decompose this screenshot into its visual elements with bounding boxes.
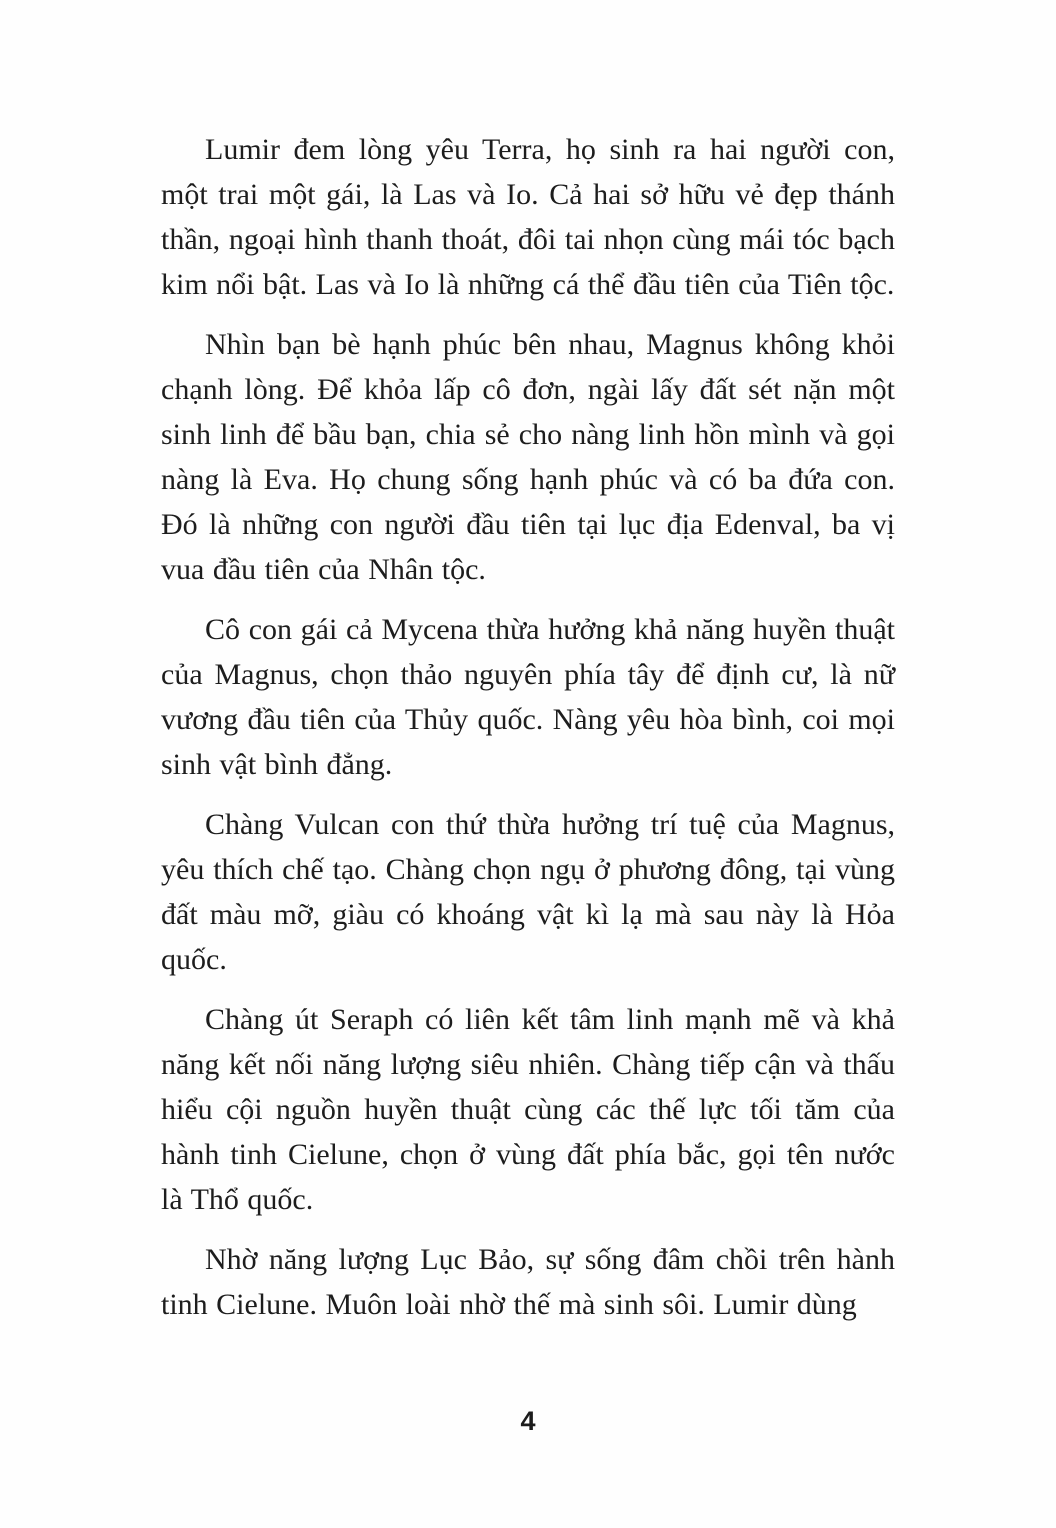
page-footer bbox=[161, 1406, 895, 1437]
paragraph: Lumir đem lòng yêu Terra, họ sinh ra hai người con, một trai một gái, là Las và Io. Cả hai sở hữu vẻ đẹp thánh thần, ngoại hình thanh thoát, đôi tai nhọn cùng mái tóc bạch kim nổi bật. Las và Io là những cá thể đầu tiên của Tiên tộc. bbox=[161, 133, 895, 301]
page-text-block bbox=[161, 127, 895, 1327]
paragraph: Cô con gái cả Mycena thừa hưởng khả năng huyền thuật của Magnus, chọn thảo nguyên phía tây để định cư, là nữ vương đầu tiên của Thủy quốc. Nàng yêu hòa bình, coi mọi sinh vật bình đẳng. bbox=[161, 613, 895, 781]
paragraph: Nhìn bạn bè hạnh phúc bên nhau, Magnus không khỏi chạnh lòng. Để khỏa lấp cô đơn, ngài lấy đất sét nặn một sinh linh để bầu bạn, chia sẻ cho nàng linh hồn mình và gọi nàng là Eva. Họ chung sống hạnh phúc và có ba đứa con. Đó là những con người đầu tiên tại lục địa Edenval, ba vị vua đầu tiên của Nhân tộc. bbox=[161, 328, 895, 586]
paragraph: Nhờ năng lượng Lục Bảo, sự sống đâm chồi trên hành tinh Cielune. Muôn loài nhờ thế mà sinh sôi. Lumir dùng bbox=[161, 1243, 895, 1321]
paragraph: Chàng Vulcan con thứ thừa hưởng trí tuệ của Magnus, yêu thích chế tạo. Chàng chọn ngụ ở phương đông, tại vùng đất màu mỡ, giàu có khoáng vật kì lạ mà sau này là Hỏa quốc. bbox=[161, 808, 895, 976]
paragraph: Chàng út Seraph có liên kết tâm linh mạnh mẽ và khả năng kết nối năng lượng siêu nhiên. Chàng tiếp cận và thấu hiểu cội nguồn huyền thuật cùng các thế lực tối tăm của hành tinh Cielune, chọn ở vùng đất phía bắc, gọi tên nước là Thổ quốc. bbox=[161, 1003, 895, 1216]
page-number: 4 bbox=[520, 1406, 536, 1436]
